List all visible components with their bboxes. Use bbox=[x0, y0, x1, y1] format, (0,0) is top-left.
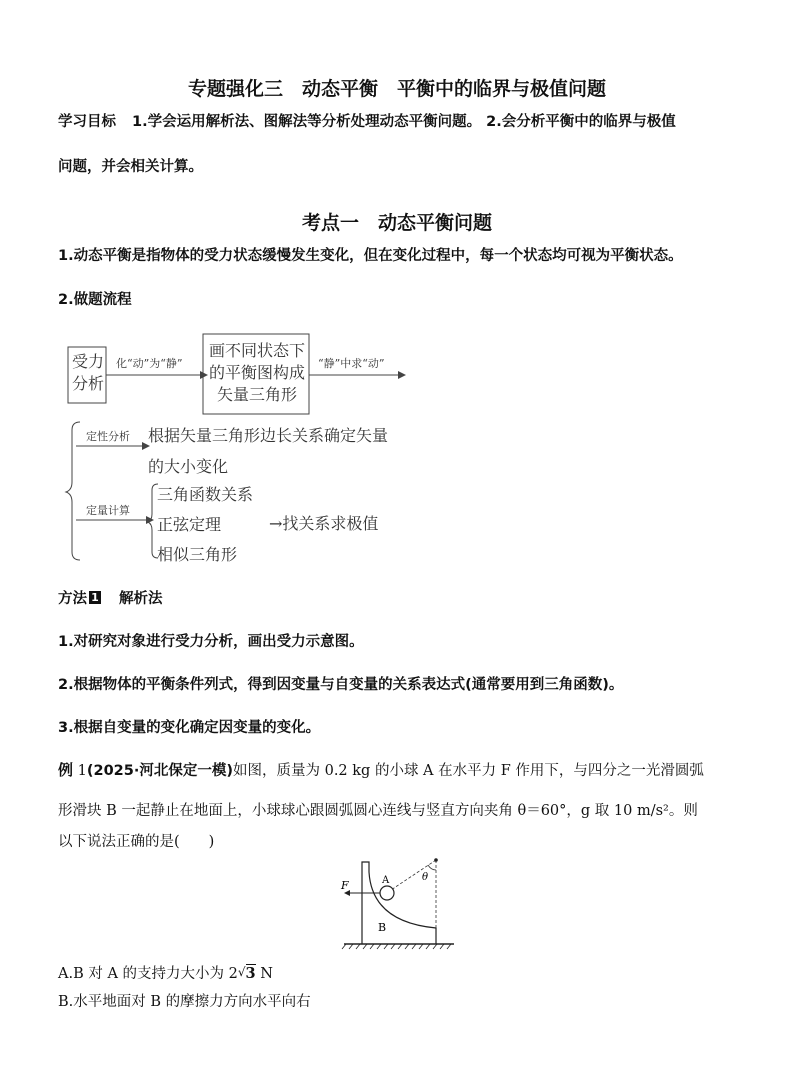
objectives-label: 学习目标 bbox=[58, 114, 116, 130]
point-1: 1.动态平衡是指物体的受力状态缓慢发生变化，但在变化过程中，每一个状态均可视为平衡状态。 bbox=[58, 248, 683, 264]
method-step-2: 2.根据物体的平衡条件列式，得到因变量与自变量的关系表达式(通常要用到三角函数)。 bbox=[58, 677, 624, 693]
label-b: B bbox=[378, 921, 387, 934]
quant-item-1: 三角函数关系 bbox=[157, 485, 254, 504]
example-label: 例 bbox=[58, 761, 74, 779]
label-a: A bbox=[382, 875, 390, 886]
example-source: (2025·河北保定一模) bbox=[86, 763, 233, 779]
physics-figure bbox=[336, 852, 460, 952]
box-2-line-3: 矢量三角形 bbox=[216, 385, 297, 404]
box-2-line-2: 的平衡图构成 bbox=[208, 363, 305, 382]
big-brace bbox=[66, 422, 80, 560]
label-f: F bbox=[341, 879, 349, 892]
learning-objectives-line1 bbox=[58, 110, 676, 131]
box-1 bbox=[70, 351, 106, 395]
method-label: 方法 bbox=[58, 591, 87, 607]
example-line-1 bbox=[58, 759, 704, 780]
angle-arc bbox=[428, 865, 436, 870]
arrow-1-label: 化“动”为“静” bbox=[116, 357, 183, 370]
box-2 bbox=[205, 340, 309, 406]
quant-result: →找关系求极值 bbox=[269, 514, 379, 533]
section-heading: 考点一 动态平衡问题 bbox=[301, 212, 492, 234]
option-a-radicand: 3 bbox=[245, 965, 256, 982]
option-a-text: A.B 对 A 的支持力大小为 2 bbox=[58, 966, 238, 982]
qual-text bbox=[148, 420, 388, 482]
radius-dashed-line bbox=[388, 860, 436, 892]
method-name: 解析法 bbox=[119, 591, 163, 607]
option-b: B.水平地面对 B 的摩擦力方向水平向右 bbox=[58, 994, 311, 1010]
qual-text-2: 的大小变化 bbox=[148, 457, 229, 476]
method-step-3: 3.根据自变量的变化确定因变量的变化。 bbox=[58, 720, 321, 736]
ball-a bbox=[380, 886, 394, 900]
qual-text-1: 根据矢量三角形边长关系确定矢量 bbox=[148, 426, 389, 445]
option-a bbox=[58, 962, 273, 983]
objectives-text-2: 问题，并会相关计算。 bbox=[58, 159, 203, 175]
qual-label: 定性分析 bbox=[86, 430, 130, 443]
example-number: 1 bbox=[77, 763, 87, 779]
quant-items bbox=[157, 480, 253, 570]
quant-item-2: 正弦定理 bbox=[157, 515, 222, 534]
arrow-2-label: “静”中求“动” bbox=[318, 357, 385, 370]
label-theta: θ bbox=[422, 872, 429, 883]
example-text-3: 以下说法正确的是( ) bbox=[58, 834, 215, 850]
quant-label: 定量计算 bbox=[86, 504, 130, 517]
method-number-badge: 1 bbox=[89, 591, 101, 604]
arc-center bbox=[434, 858, 438, 862]
point-2: 2.做题流程 bbox=[58, 292, 132, 308]
flow-diagram bbox=[62, 330, 422, 570]
method-step-1: 1.对研究对象进行受力分析，画出受力示意图。 bbox=[58, 634, 364, 650]
arrow-2-head bbox=[398, 371, 406, 379]
radical-icon: √ bbox=[237, 965, 246, 979]
objectives-text-1: 1.学会运用解析法、图解法等分析处理动态平衡问题。 2.会分析平衡中的临界与极值 bbox=[132, 114, 676, 130]
option-a-unit: N bbox=[255, 966, 273, 982]
box-2-line-1: 画不同状态下 bbox=[208, 341, 305, 360]
page-title: 专题强化三 动态平衡 平衡中的临界与极值问题 bbox=[187, 78, 606, 100]
box-1-line-2: 分析 bbox=[71, 374, 104, 393]
example-text-2: 形滑块 B 一起静止在地面上，小球球心跟圆弧圆心连线与竖直方向夹角 θ＝60°，g 取 10 m/s²。则 bbox=[58, 803, 698, 819]
example-text-1: 如图，质量为 0.2 kg 的小球 A 在水平力 F 作用下，与四分之一光滑圆弧 bbox=[232, 763, 704, 779]
method-1-heading bbox=[58, 587, 163, 608]
box-1-line-1: 受力 bbox=[71, 352, 104, 371]
quant-item-3: 相似三角形 bbox=[157, 545, 238, 564]
